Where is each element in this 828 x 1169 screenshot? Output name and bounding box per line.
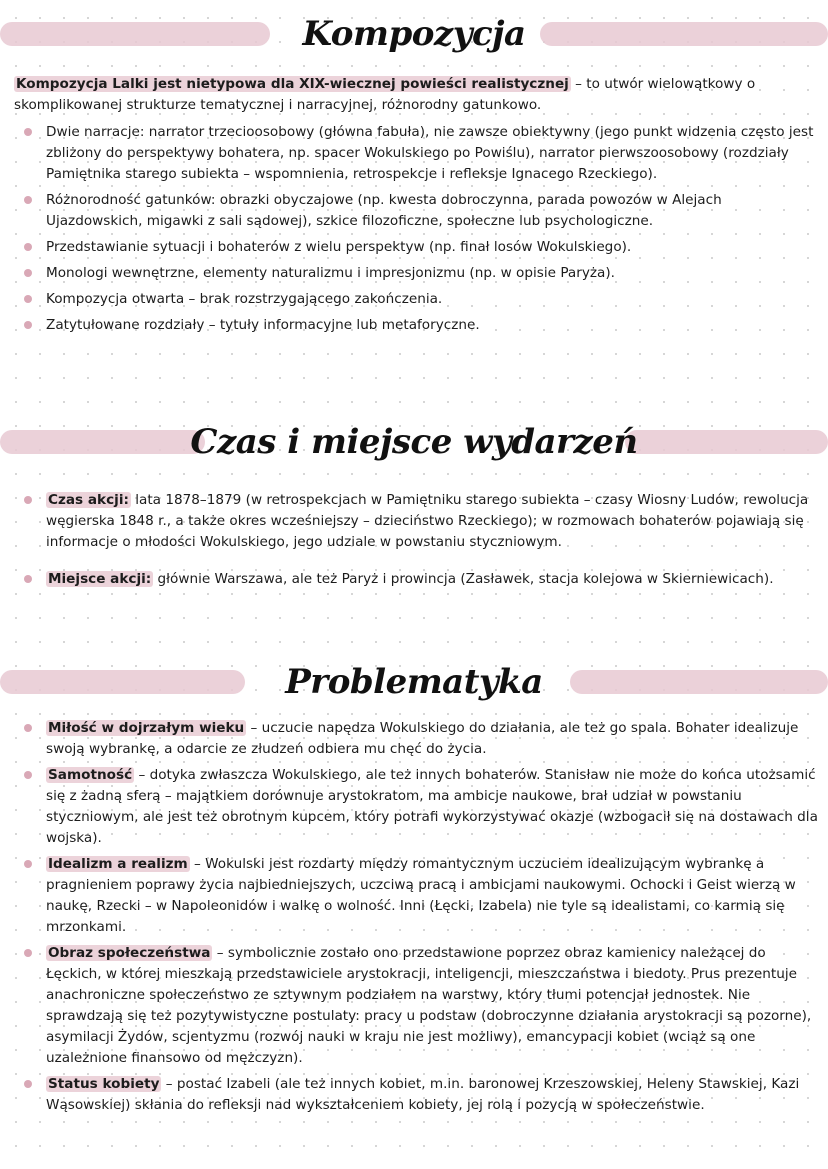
bullet-icon xyxy=(24,575,32,583)
intro-highlight: Kompozycja Lalki jest nietypowa dla XIX-wiecznej powieści realistycznej xyxy=(16,76,569,92)
list-item xyxy=(14,765,820,849)
list-item xyxy=(14,190,820,232)
item-text: – dotyka zwłaszcza Wokulskiego, ale też innych bohaterów. Stanisław nie może do końca utożsamić się z żadną sferą – majątkiem dorównuje arystokratom, ma ambicje naukowe, brał udział w powstaniu styczniowym, ale jest też obrotnym kupcem, który potrafi wykorzystywać okazje (wzbogacił się na dostawach dla wojska). xyxy=(46,767,818,846)
list-item xyxy=(14,943,820,1069)
intro-text: – to utwór wielowątkowy o skomplikowanej strukturze tematycznej i narracyjnej, różnorodny gatunkowo. xyxy=(14,76,756,113)
item-text: Monologi wewnętrzne, elementy naturalizmu i impresjonizmu (np. w opisie Paryża). xyxy=(46,265,615,281)
item-term: Samotność xyxy=(48,767,133,783)
list-item xyxy=(14,569,820,590)
header-kompozycja xyxy=(0,4,828,64)
list-item xyxy=(14,315,820,336)
header-czas xyxy=(0,412,828,472)
intro-paragraph xyxy=(14,74,820,116)
czas-list xyxy=(14,490,820,595)
item-text: – postać Izabeli (ale też innych kobiet, m.in. baronowej Krzeszowskiej, Heleny Stawskiej, Kazi Wąsowskiej) skłania do refleksji nad wykształceniem kobiety, jej rolą i pozycją w społeczeństwie. xyxy=(46,1076,800,1113)
bullet-icon xyxy=(24,1080,32,1088)
bullet-icon xyxy=(24,243,32,251)
item-text: lata 1878–1879 (w retrospekcjach w Pamiętniku starego subiekta – czasy Wiosny Ludów, rewolucja węgierska 1848 r., a także okres wcześniejszy – dzieciństwo Rzeckiego); w rozmowach bohaterów pojawiają się informacje o młodości Wokulskiego, jego udziale w powstaniu styczniowym. xyxy=(46,492,809,550)
list-item xyxy=(14,718,820,760)
bullet-icon xyxy=(24,771,32,779)
item-term: Status kobiety xyxy=(48,1076,160,1092)
heading-kompozycja: Kompozycja xyxy=(302,14,526,54)
list-item xyxy=(14,854,820,938)
bullet-icon xyxy=(24,860,32,868)
item-term: Obraz społeczeństwa xyxy=(48,945,211,961)
item-text: – Wokulski jest rozdarty między romantycznym uczuciem idealizującym wybrankę a pragnieniem poprawy życia najbiedniejszych, uczciwą pracą i ambicjami naukowymi. Ochocki i Geist wierzą w naukę, Rzecki – w Napoleonidów i walkę o wolność. Inni (Łęcki, Izabela) nie tyle są idealistami, co karmią się mrzonkami. xyxy=(46,856,796,935)
item-text: Różnorodność gatunków: obrazki obyczajowe (np. kwesta dobroczynna, parada powozów w Alejach Ujazdowskich, migawki z sali sądowej), szkice filozoficzne, społeczne lub psychologiczne. xyxy=(46,192,722,229)
bullet-icon xyxy=(24,269,32,277)
item-term: Miejsce akcji: xyxy=(48,571,152,587)
item-text: głównie Warszawa, ale też Paryż i prowincja (Zasławek, stacja kolejowa w Skierniewicach). xyxy=(153,571,774,587)
kompozycja-list xyxy=(14,122,820,341)
problematyka-list xyxy=(14,718,820,1121)
item-text: Dwie narracje: narrator trzecioosobowy (główna fabuła), nie zawsze obiektywny (jego punkt widzenia często jest zbliżony do perspektywy bohatera, np. spacer Wokulskiego po Powiślu), narrator pierwszoosobowy (rozdziały Pamiętnika starego subiekta – wspomnienia, retrospekcje i refleksje Ignacego Rzeckiego). xyxy=(46,124,814,182)
item-text: – uczucie napędza Wokulskiego do działania, ale też go spala. Bohater idealizuje swoją wybrankę, a odarcie ze złudzeń odbiera mu chęć do życia. xyxy=(46,720,799,757)
heading-czas: Czas i miejsce wydarzeń xyxy=(190,422,638,462)
list-item xyxy=(14,490,820,553)
item-text: – symbolicznie zostało ono przedstawione poprzez obraz kamienicy należącej do Łęckich, w której mieszkają przedstawiciele arystokracji, inteligencji, mieszczaństwa i biedoty. Prus prezentuje anachroniczne społeczeństwo ze sztywnym podziałem na warstwy, który tłumi potencjał jednostek. Nie sprawdzają się też pozytywistyczne postulaty: pracy u podstaw (dobroczynne działania arystokracji są pozorne), asymilacji Żydów, scjentyzmu (rozwój nauki w kraju nie jest możliwy), emancypacji kobiet (wciąż są one uzależnione finansowo od mężczyzn). xyxy=(46,945,812,1066)
bullet-icon xyxy=(24,128,32,136)
bullet-icon xyxy=(24,196,32,204)
heading-problematyka: Problematyka xyxy=(285,662,543,702)
item-text: Przedstawianie sytuacji i bohaterów z wielu perspektyw (np. finał losów Wokulskiego). xyxy=(46,239,632,255)
bullet-icon xyxy=(24,949,32,957)
bullet-icon xyxy=(24,321,32,329)
item-term: Miłość w dojrzałym wieku xyxy=(48,720,245,736)
list-item xyxy=(14,289,820,310)
item-term: Czas akcji: xyxy=(48,492,129,508)
item-term: Idealizm a realizm xyxy=(48,856,188,872)
bullet-icon xyxy=(24,295,32,303)
item-text: Zatytułowane rozdziały – tytuły informacyjne lub metaforyczne. xyxy=(46,317,480,333)
bullet-icon xyxy=(24,496,32,504)
list-item xyxy=(14,237,820,258)
item-text: Kompozycja otwarta – brak rozstrzygającego zakończenia. xyxy=(46,291,443,307)
list-item xyxy=(14,263,820,284)
list-item xyxy=(14,122,820,185)
header-problematyka xyxy=(0,652,828,712)
bullet-icon xyxy=(24,724,32,732)
list-item xyxy=(14,1074,820,1116)
